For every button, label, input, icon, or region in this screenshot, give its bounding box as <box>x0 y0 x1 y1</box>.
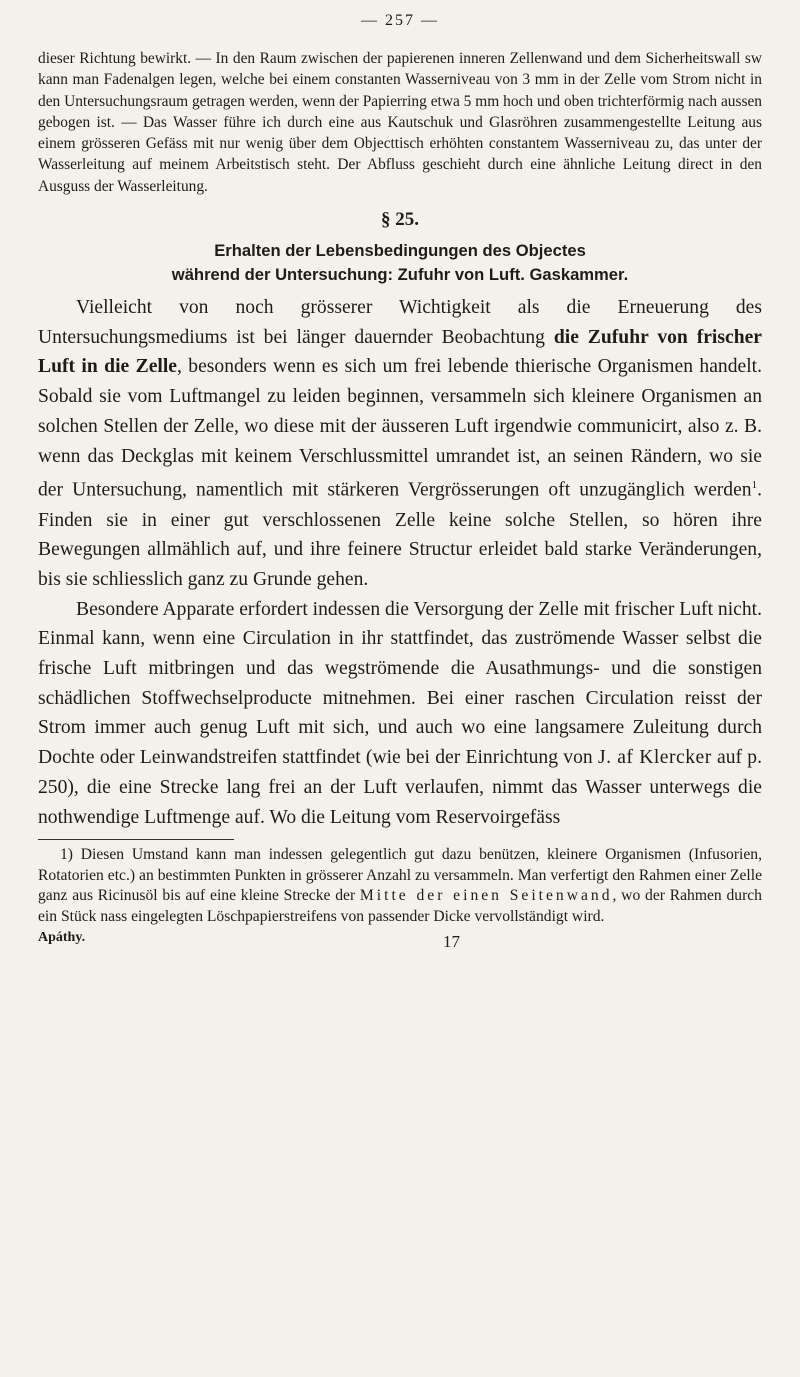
signature-mark: Apáthy. <box>38 929 86 945</box>
footnote <box>38 845 762 927</box>
paragraph-1 <box>38 293 762 595</box>
paragraph-1-start: Vielleicht von noch grösserer Wichtigkeit als die Erneuerung des Untersuchungsmediums ist bei länger dauernder Beobachtung <box>38 297 762 348</box>
author-name: J. af Klercker <box>597 747 712 769</box>
paragraph-2 <box>38 595 762 833</box>
emphasis-bold: die Zufuhr von frischer Luft in die Zelle <box>38 326 762 378</box>
section-number: § 25. <box>381 209 419 231</box>
section-heading-line-1: Erhalten der Lebensbedingungen des Objectes <box>214 241 586 261</box>
section-heading <box>38 239 762 287</box>
footnote-end: , wo der Rahmen durch ein Stück nass eingelegten Löschpapierstreifens von passender Dicke vervollständigt wird. <box>38 887 762 926</box>
footnote-mark: 1) <box>60 846 73 864</box>
signature-line <box>38 929 762 951</box>
paragraph-2-end: auf p. 250), die eine Strecke lang frei an der Luft verlaufen, nimmt das Wasser unterwegs die nothwendige Luftmenge auf. Wo die Leitung vom Reservoirgefäss <box>38 747 762 828</box>
footnote-start: Diesen Umstand kann man indessen gelegentlich gut dazu benützen, kleinere Organismen (Infusorien, Rotatorien etc.) an bestimmten Punkten in grösserer Anzahl zu versammeln. Man verfertigt den Rahmen einer Zelle ganz aus Ricinusöl bis auf eine kleine Strecke der <box>38 846 762 905</box>
intro-paragraph: dieser Richtung bewirkt. — In den Raum zwischen der papierenen inneren Zellenwand und dem Sicherheitswall sw kann man Fadenalgen legen, welche bei einem constanten Wasserniveau von 3 mm in der Zelle vom Strom nicht in den Untersuchungsraum getragen werden, wenn der Papierring etwa 5 mm hoch und oben trichterförmig nach aussen gebogen ist. — Das Wasser führe ich durch eine aus Kautschuk und Glasröhren zusammengestellte Leitung aus einem grösseren Gefäss mit nur wenig über dem Objecttisch erhöhten constantem Wasserniveau zu, das unter der Wasserleitung auf meinem Arbeitstisch steht. Der Abfluss geschieht durch eine ähnliche Leitung direct in den Ausguss der Wasserleitung. <box>38 50 762 195</box>
paragraph-2-start: Besondere Apparate erfordert indessen die Versorgung der Zelle mit frischer Luft nicht. Einmal kann, wenn eine Circulation in ihr stattfindet, das zuströmende Wasser selbst die frische Luft mitbringen und das wegströmende die Ausathmungs- und die sonstigen schädlichen Stoffwechselproducte mitnehmen. Bei einer raschen Circulation reisst der Strom immer auch genug Luft mit sich, und auch wo eine langsamere Zuleitung durch Dochte oder Leinwandstreifen stattfindet (wie bei der Einrichtung von <box>38 598 762 769</box>
page-number: — 257 — <box>361 12 439 29</box>
footnote-spaced-text: Mitte der einen Seitenwand <box>359 887 613 905</box>
signature-number: 17 <box>443 931 460 951</box>
section-body <box>38 293 762 832</box>
book-page <box>38 12 762 1362</box>
section-heading-line-2: während der Untersuchung: Zufuhr von Luft. Gaskammer. <box>171 265 629 285</box>
paragraph-1-middle: , besonders wenn es sich um frei lebende thierische Organismen handelt. Sobald sie vom Luftmangel zu leiden beginnen, versammeln sich kleinere Organismen an solchen Stellen der Zelle, wo diese mit der äusseren Luft irgendwie communicirt, also z. B. wenn das Deckglas mit keinem Verschlussmittel umrandet ist, an seinen Rändern, wo sie der Untersuchung, namentlich mit stärkeren Vergrösserungen oft unzugänglich werden <box>38 356 762 501</box>
footnote-divider <box>38 839 234 840</box>
paragraph-1-end: . Finden sie in einer gut verschlossenen Zelle keine solche Stellen, so hören ihre Bewegungen allmählich auf, und ihre feinere Structur erleidet bald starke Veränderungen, bis sie schliesslich ganz zu Grunde gehen. <box>38 479 762 590</box>
footnote-reference: 1 <box>751 479 758 492</box>
